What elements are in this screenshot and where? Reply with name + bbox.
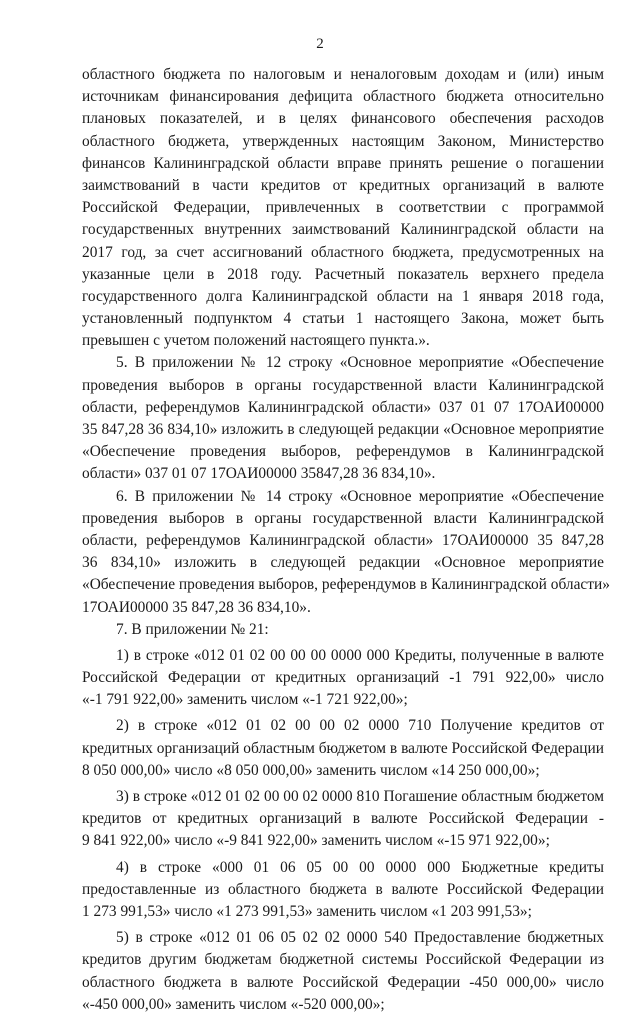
text-line: Российской Федерации, привлеченных в соответствии с программой: [82, 199, 604, 217]
text-line: 5. В приложении № 12 строку «Основное мероприятие «Обеспечение: [116, 354, 604, 372]
text-line: 36 834,10» изложить в следующей редакции «Основное мероприятие: [82, 554, 604, 572]
text-line: финансов Калининградской области вправе принять решение о погашении: [82, 154, 604, 172]
text-line: превышен с учетом положений настоящего пункта.».: [82, 332, 430, 350]
text-line: плановых показателей, и в целях финансового обеспечения расходов: [82, 110, 604, 128]
text-line: 6. В приложении № 14 строку «Основное мероприятие «Обеспечение: [116, 487, 604, 505]
text-line: Российской Федерации от кредитных организаций -1 791 922,00» число: [82, 669, 604, 687]
text-line: «Обеспечение проведения выборов, референдумов в Калининградской: [82, 443, 604, 461]
text-line: 17ОАИ00000 35 847,28 36 834,10».: [82, 598, 311, 616]
text-line: 2017 год, за счет ассигнований областного бюджета, предусмотренных на: [82, 243, 604, 261]
text-line: «-1 791 922,00» заменить числом «-1 721 922,00»;: [82, 691, 408, 709]
text-line: области» 037 01 07 17ОАИ00000 35847,28 36 834,10».: [82, 465, 436, 483]
text-line: «Обеспечение проведения выборов, референдумов в Калининградской области»: [82, 576, 610, 594]
text-line: 4) в строке «000 01 06 05 00 00 0000 000 Бюджетные кредиты: [116, 858, 604, 876]
text-line: заимствований в части кредитов от кредитных организаций в валюте: [82, 176, 604, 194]
text-line: области, референдумов Калининградской области» 17ОАИ00000 35 847,28: [82, 531, 604, 549]
text-line: 9 841 922,00» число «-9 841 922,00» заменить числом «-15 971 922,00»;: [82, 832, 550, 850]
text-line: областного бюджета по налоговым и неналоговым доходам и (или) иным: [82, 66, 604, 83]
page-number: 2: [316, 36, 324, 52]
text-line: предоставленные из областного бюджета в валюте Российской Федерации: [82, 880, 604, 898]
text-line: проведения выборов в органы государственной власти Калининградской: [82, 376, 604, 394]
text-line: 1 273 991,53» число «1 273 991,53» заменить числом «1 203 991,53»;: [82, 902, 532, 920]
text-line: 8 050 000,00» число «8 050 000,00» заменить числом «14 250 000,00»;: [82, 761, 540, 779]
text-line: государственных внутренних заимствований Калининградской области на: [82, 221, 604, 239]
text-line: кредитов другим бюджетам бюджетной системы Российской Федерации из: [82, 951, 604, 969]
text-line: проведения выборов в органы государственной власти Калининградской: [82, 509, 604, 527]
text-line: 35 847,28 36 834,10» изложить в следующей редакции «Основное мероприятие: [82, 421, 604, 438]
text-line: установленный подпунктом 4 статьи 1 настоящего Закона, может быть: [82, 310, 604, 328]
text-line: указанные цели в 2018 году. Расчетный показатель верхнего предела: [82, 265, 604, 283]
text-line: 7. В приложении № 21:: [116, 620, 269, 638]
text-line: областного бюджета, утвержденных настоящим Законом, Министерство: [82, 132, 604, 150]
document-body: [82, 64, 610, 1016]
text-line: «-450 000,00» заменить числом «-520 000,00»;: [82, 995, 385, 1013]
text-line: области, референдумов Калининградской области» 037 01 07 17ОАИ00000: [82, 398, 604, 416]
text-line: источникам финансирования дефицита областного бюджета относительно: [82, 88, 604, 106]
text-line: 2) в строке «012 01 02 00 00 02 0000 710 Получение кредитов от: [116, 717, 604, 735]
text-line: 3) в строке «012 01 02 00 00 02 0000 810 Погашение областным бюджетом: [116, 788, 604, 805]
text-line: кредитных организаций областным бюджетом в валюте Российской Федерации: [82, 739, 604, 757]
text-line: 1) в строке «012 01 02 00 00 00 0000 000 Кредиты, полученные в валюте: [116, 646, 604, 664]
text-line: 5) в строке «012 01 06 05 02 02 0000 540 Предоставление бюджетных: [116, 929, 604, 947]
text-line: государственного долга Калининградской области на 1 января 2018 года,: [82, 287, 604, 305]
text-line: кредитов от кредитных организаций в валюте Российской Федерации -: [82, 810, 604, 828]
text-line: областного бюджета в валюте Российской Федерации -450 000,00» число: [82, 973, 604, 991]
